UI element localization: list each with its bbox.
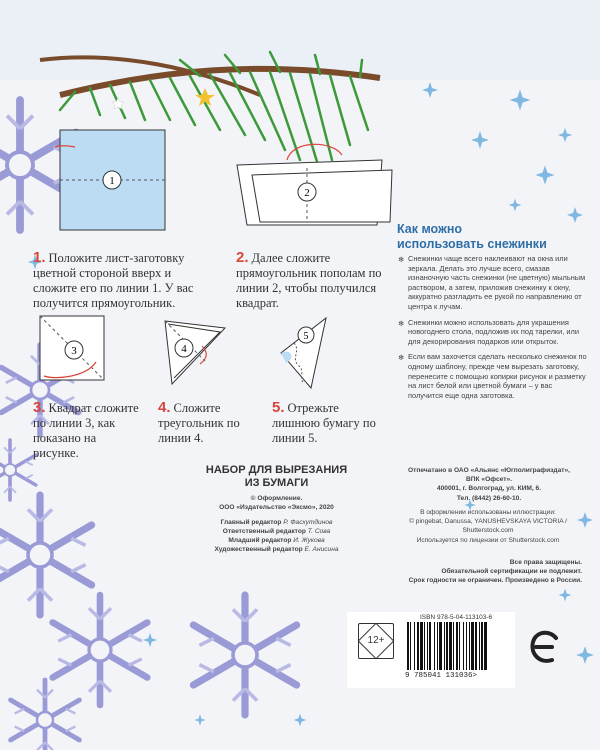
step1-circle-label: 1 [109,175,115,187]
step2-number: 2. [236,249,249,266]
step2-text [236,250,396,311]
list-item: ❄ Снежинки чаще всего наклеивают на окна или зеркала. Делать это лучше всего, смазав изнаночную часть снежинки (не цветную) мыльным раствором, а затем, приложив снежинку к окну, аккуратно разгладить ее рукой по направлению от центра к лучам. [398,254,586,311]
step4-number: 4. [158,399,171,416]
editor-line: Ответственный редактор Т. Сова [222,528,331,535]
snowflake-bullet-icon: ❄ [398,255,405,264]
snowflake-bullet-icon: ❄ [398,318,405,328]
publisher-logo-icon [528,628,562,668]
step5-circle-label: 5 [303,331,309,342]
editors-list [194,518,359,554]
barcode-digits: 9 785041 131036> [405,672,478,680]
isbn-text: ISBN 978-5-04-113103-6 [420,614,493,621]
editor-line: Главный редактор Р. Фасхутдинов [220,519,333,526]
step1-text [33,250,213,311]
barcode-icon [405,622,513,672]
step1-diagram [55,125,170,235]
step2-circle-label: 2 [304,187,310,199]
step4-circle-label: 4 [181,343,187,355]
legal-info: Все права защищены. Обязательной сертификации не подлежит. Срок годности не ограничен. Произведено в России. [408,559,582,585]
illustration-credits: В оформлении использованы иллюстрации: © pingebat, Danussa, YANUSHEVSKAYA VICTORIA / Shutterstock.com Используется по лицензии от Shutterstock.com [409,509,567,544]
kit-title: НАБОР ДЛЯ ВЫРЕЗАНИЯ ИЗ БУМАГИ [205,464,348,489]
step4-description: Сложите треугольник по линии 4. [158,401,240,445]
step3-number: 3. [33,399,46,416]
step3-circle-label: 3 [71,345,77,357]
step5-text [272,400,382,446]
step3-description: Квадрат сложите по линии 3, как показано на рисунке. [33,401,139,460]
step1-description: Положите лист-заготовку цветной стороной вверх и сложите его по линии 1. У вас получится прямоугольник. [33,251,194,310]
age-rating-badge: 12+ [358,623,394,659]
editor-line: Художественный редактор Е. Анисина [214,546,339,553]
step4-text [158,400,246,446]
step2-diagram [232,140,397,230]
list-item: ❄ Если вам захочется сделать несколько снежинок по одному шаблону, прежде чем вырезать заготовку, перенесите с помощью копирки рисунок и разметку на лист белой или цветной бумаги – у вас получится еще одна заготовка. [398,352,587,400]
tips-list [398,254,588,406]
list-item: ❄ Снежинки можно использовать для украшения новогоднего стола, подложив их под тарелки, или для декорирования подарков или открыток. [398,317,579,346]
step2-description: Далее сложите прямоугольник пополам по линии 2, чтобы получился квадрат. [236,251,382,310]
editor-line: Младший редактор И. Жукова [228,537,325,544]
step5-number: 5. [272,399,285,416]
step1-number: 1. [33,249,46,266]
step5-diagram [276,313,336,393]
step3-diagram [36,312,108,384]
snowflake-bullet-icon: ❄ [398,353,405,363]
step4-diagram [160,316,230,388]
step3-text [33,400,143,461]
copyright: © Оформление. ООО «Издательство «Эксмо», 2020 [219,495,334,511]
side-title: Как можно использовать снежинки [397,222,547,251]
step5-description: Отрежьте лишнюю бумагу по линии 5. [272,401,376,445]
print-info: Отпечатано в ОАО «Альянс «Югполиграфиздат», ВПК «Офсет». 400001, г. Волгоград, ул. КИМ, 6. Тел. (8442) 26-60-10. [408,467,570,502]
